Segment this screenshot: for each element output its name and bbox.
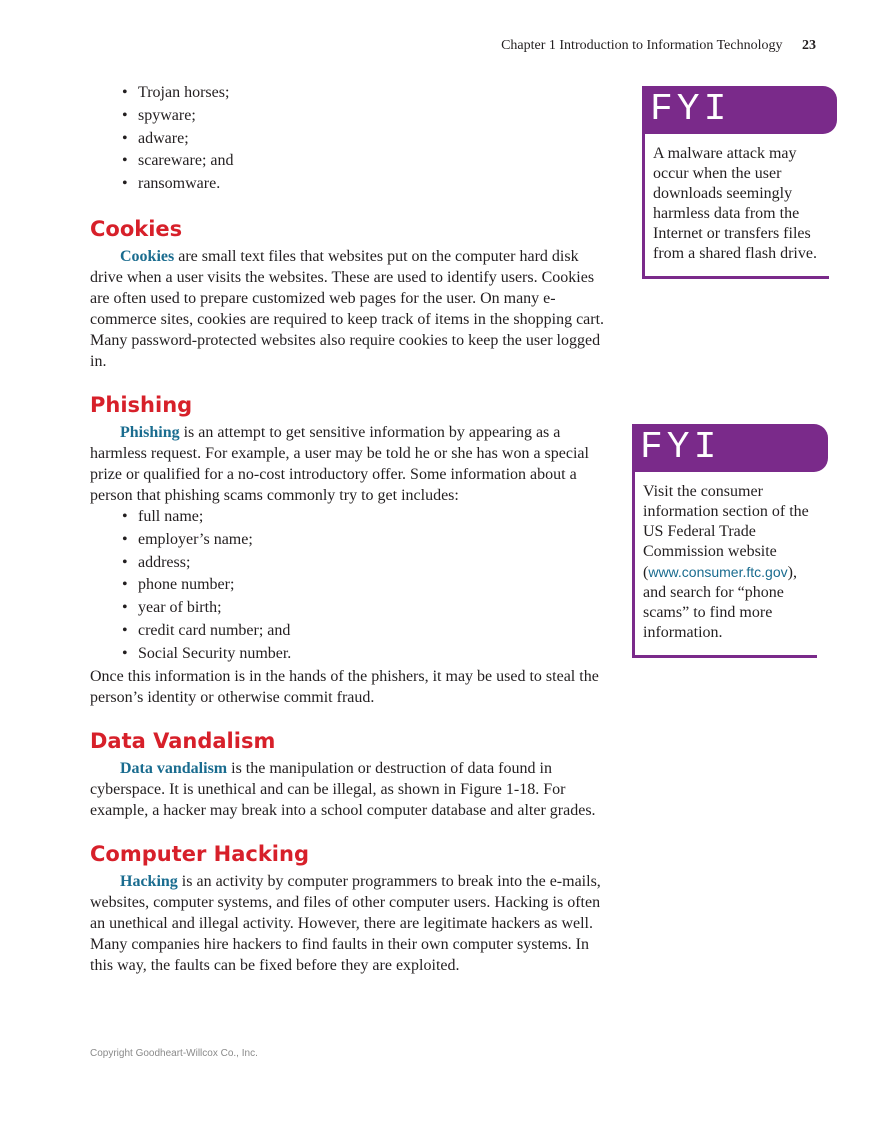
term-data-vandalism: Data vandalism (120, 759, 228, 777)
hacking-text: is an activity by computer programmers to break into the e-mails, websites, computer systems, and files of other computer users. Hacking is often an unethical and illegal activity. However, there are legitimate hackers as well. Many companies hire hackers to find faults in their own computer systems. In this way, the faults can be fixed before they are exploited. (90, 872, 601, 974)
hacking-paragraph (90, 871, 610, 976)
cookies-paragraph (90, 246, 610, 372)
phishing-paragraph (90, 422, 610, 506)
fyi-text: A malware attack may occur when the user downloads seemingly harmless data from the Internet or transfers files from a shared flash drive. (642, 134, 829, 279)
phishing-text: is an attempt to get sensitive information by appearing as a harmless request. For example, a user may be told he or she has won a special prize or qualified for a no-cost introductory offer. Some information about a person that phishing scams commonly try to get includes: (90, 423, 589, 504)
term-cookies: Cookies (120, 247, 175, 265)
cookies-text: are small text files that websites put on the computer hard disk drive when a user visits the websites. These are used to identify users. Cookies are often used to prepare customized web pages for the user. On many e-commerce sites, cookies are required to keep track of items in the shopping cart. Many password-protected websites also require cookies to keep the user logged in. (90, 247, 605, 370)
list-item: • year of birth; (122, 597, 610, 620)
phishing-list (90, 506, 610, 666)
fyi-label: FYI (642, 86, 837, 134)
list-item: • Social Security number. (122, 643, 610, 666)
list-item: • credit card number; and (122, 620, 610, 643)
chapter-title: Chapter 1 Introduction to Information Technology (501, 38, 783, 53)
list-item: • spyware; (122, 105, 610, 128)
list-item: • full name; (122, 506, 610, 529)
list-item: • employer’s name; (122, 529, 610, 552)
page-number: 23 (802, 38, 816, 53)
fyi-label: FYI (632, 424, 828, 472)
malware-list (90, 82, 610, 196)
data-vandalism-paragraph (90, 758, 610, 821)
section-heading-data-vandalism: Data Vandalism (90, 728, 276, 753)
running-header (501, 38, 816, 54)
list-item: • Trojan horses; (122, 82, 610, 105)
fyi-text (632, 472, 817, 658)
fyi-sidebar-ftc (632, 424, 828, 658)
list-item: • ransomware. (122, 173, 610, 196)
list-item: • adware; (122, 128, 610, 151)
term-phishing: Phishing (120, 423, 180, 441)
fyi-text-after: ), and search for “phone scams” to find more information. (643, 564, 797, 641)
fyi-sidebar-malware (642, 86, 837, 279)
section-heading-computer-hacking: Computer Hacking (90, 841, 309, 866)
section-heading-cookies: Cookies (90, 216, 183, 241)
term-hacking: Hacking (120, 872, 178, 890)
phishing-after-paragraph: Once this information is in the hands of the phishers, it may be used to steal the person’s identity or otherwise commit fraud. (90, 667, 599, 706)
list-item: • scareware; and (122, 150, 610, 173)
section-heading-phishing: Phishing (90, 392, 193, 417)
data-vandalism-text: is the manipulation or destruction of data found in cyberspace. It is unethical and can be illegal, as shown in Figure 1-18. For example, a hacker may break into a school computer database and alter grades. (90, 759, 596, 819)
list-item: • phone number; (122, 574, 610, 597)
ftc-link[interactable]: www.consumer.ftc.gov (648, 564, 788, 580)
main-column (90, 82, 610, 976)
fyi-text-before: Visit the consumer information section of the US Federal Trade Commission website ( (643, 483, 809, 581)
copyright-footer: Copyright Goodheart-Willcox Co., Inc. (90, 1048, 258, 1059)
list-item: • address; (122, 552, 610, 575)
